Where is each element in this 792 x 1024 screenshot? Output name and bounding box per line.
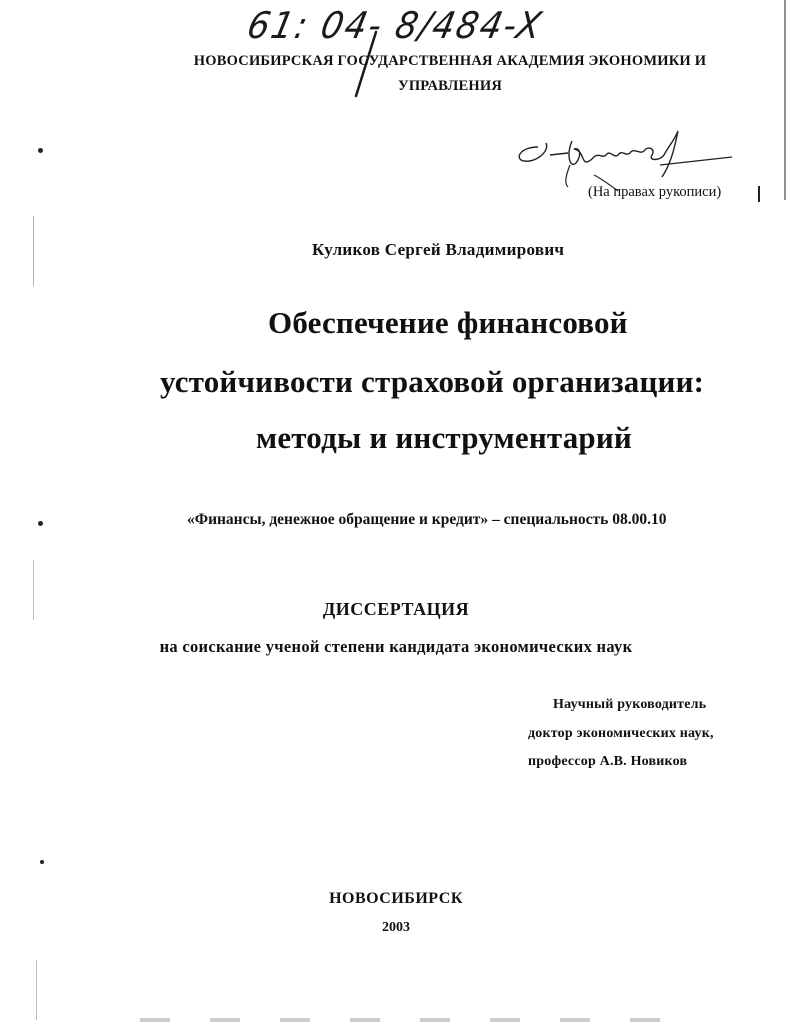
institution-line-1: НОВОСИБИРСКАЯ ГОСУДАРСТВЕННАЯ АКАДЕМИЯ ЭКОНОМИКИ И: [193, 53, 707, 69]
document-type: ДИССЕРТАЦИЯ: [322, 599, 470, 619]
manuscript-rights: (На правах рукописи): [588, 184, 722, 200]
institution-line-2: УПРАВЛЕНИЯ: [397, 78, 503, 94]
scan-dot: [38, 521, 43, 526]
scan-edge-line: [33, 216, 34, 286]
degree-line: на соискание ученой степени кандидата экономических наук: [159, 637, 633, 656]
scan-dot: [38, 148, 43, 153]
year: 2003: [382, 920, 410, 935]
supervisor-line-2: доктор экономических наук,: [528, 726, 714, 741]
city: НОВОСИБИРСК: [329, 890, 463, 907]
author-name: Куликов Сергей Владимирович: [312, 240, 565, 259]
title-line-1: Обеспечение финансовой: [268, 305, 628, 340]
specialty-line: «Финансы, денежное обращение и кредит» – специальность 08.00.10: [187, 511, 667, 528]
title-line-3: методы и инструментарий: [256, 420, 632, 455]
scan-edge-line: [758, 186, 760, 202]
title-line-2: устойчивости страховой организации:: [160, 364, 705, 399]
scan-dot: [40, 860, 44, 864]
scan-edge-line: [36, 960, 37, 1020]
archive-code-handwritten: [243, 4, 548, 54]
scan-edge-line: [784, 0, 786, 200]
supervisor-line-3: профессор А.В. Новиков: [528, 754, 688, 769]
archive-code: 61: 04- 8/484-X: [243, 4, 547, 48]
supervisor-line-1: Научный руководитель: [553, 697, 707, 712]
scan-bottom-smudge: [140, 1018, 660, 1022]
